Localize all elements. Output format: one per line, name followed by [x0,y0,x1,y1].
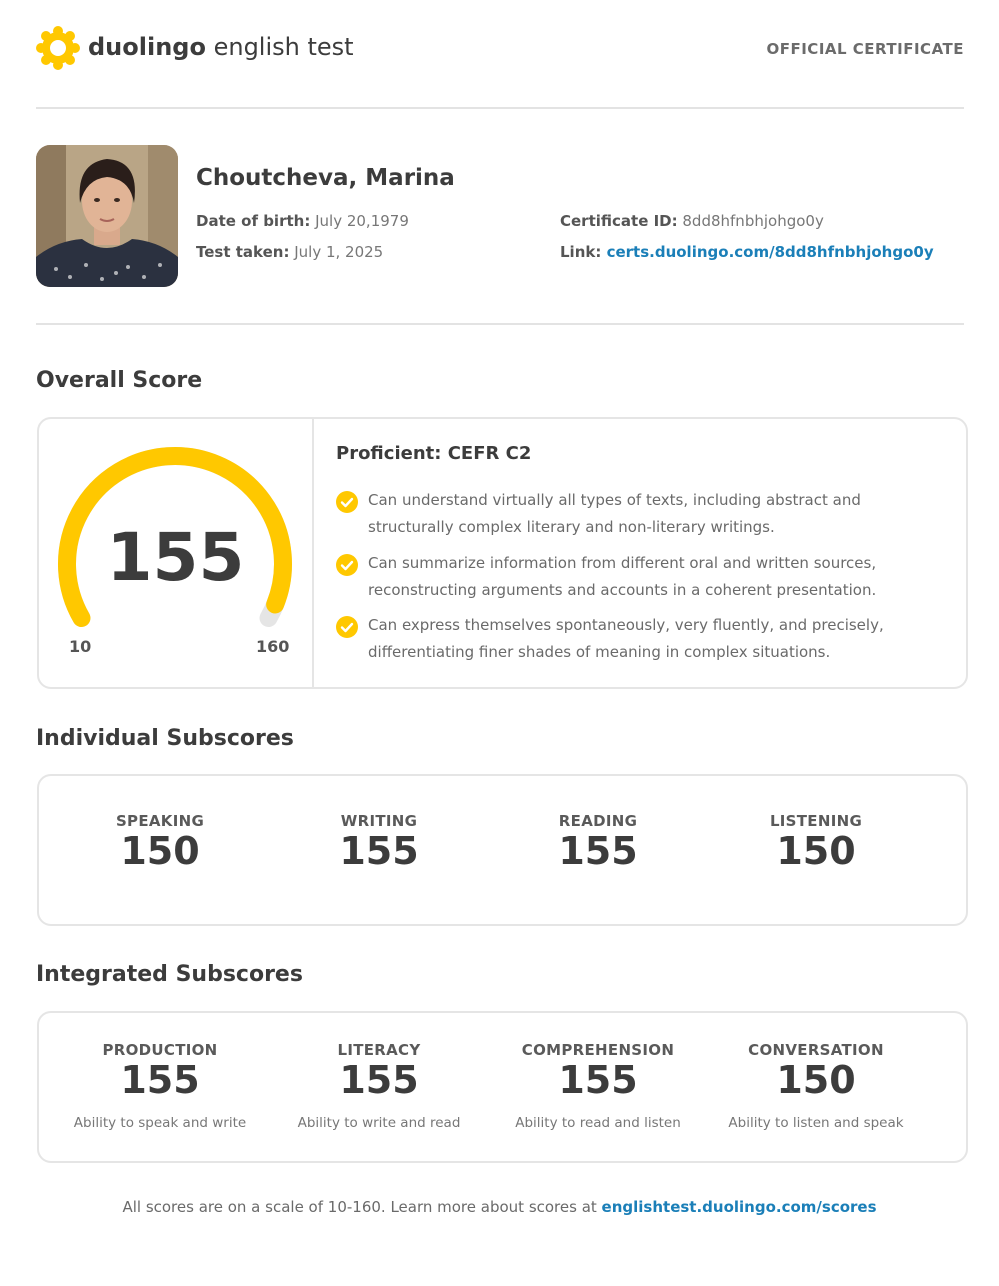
subscore-label: READING [558,812,638,830]
subscore-label: WRITING [340,812,418,830]
subscore-speaking [50,812,270,872]
check-circle-icon [336,554,358,576]
score-gauge [39,419,312,687]
scale-min-label: 10 [69,637,92,656]
candidate-photo [36,145,178,287]
header [36,24,964,74]
scale-max-label: 160 [256,637,290,656]
divider [36,323,964,325]
descriptor-text: Can express themselves spontaneously, very fluently, and precisely, differentiating finer shades of meaning in complex situations. [368,616,884,661]
test-date [196,243,383,261]
certificate-id [560,212,824,230]
certificate-id-label: Certificate ID: [560,212,678,230]
subscore-description: Ability to listen and speak [728,1115,904,1131]
subscore-value: 155 [339,1058,419,1102]
subscore-comprehension [488,1041,708,1131]
check-circle-icon [336,491,358,513]
test-date-label: Test taken: [196,243,290,261]
subscore-value: 150 [120,829,200,873]
subscore-reading [488,812,708,872]
test-date-value: July 1, 2025 [289,243,384,261]
logo-wordmark: duolingo english test [88,33,354,61]
overall-score-value: 155 [106,519,245,596]
subscore-conversation [706,1041,926,1131]
date-of-birth [196,212,409,230]
subscore-description: Ability to speak and write [73,1115,247,1131]
subscore-production [50,1041,270,1131]
subscore-label: SPEAKING [115,812,205,830]
subscore-value: 155 [120,1058,200,1102]
dob-label: Date of birth: [196,212,311,230]
subscore-label: PRODUCTION [102,1041,218,1059]
duolingo-logo-icon [36,26,80,70]
certificate-link [560,243,934,261]
descriptor-item [336,612,946,668]
subscore-description: Ability to read and listen [515,1115,681,1131]
descriptor-text: Can understand virtually all types of texts, including abstract and structurally complex literary and non-literary writings. [368,491,861,536]
subscore-value: 150 [776,1058,856,1102]
subscore-description: Ability to write and read [297,1115,461,1131]
candidate-name: Choutcheva, Marina [196,165,455,191]
card-divider [312,419,314,687]
overall-score-title: Overall Score [36,368,203,393]
subscore-label: LISTENING [769,812,863,830]
individual-subscores-card [37,774,968,926]
subscore-value: 155 [558,829,638,873]
certificate-link-label: Link: [560,243,602,261]
divider [36,107,964,109]
subscore-label: CONVERSATION [748,1041,884,1059]
subscore-label: COMPREHENSION [521,1041,675,1059]
check-circle-icon [336,616,358,638]
descriptor-text: Can summarize information from different oral and written sources, reconstructing arguments and accounts in a coherent presentation. [368,554,877,599]
integrated-subscores-card [37,1011,968,1163]
descriptor-item [336,487,946,543]
individual-subscores-title: Individual Subscores [36,726,294,751]
subscore-listening [706,812,926,872]
proficiency-level: Proficient: CEFR C2 [336,443,532,464]
subscore-value: 150 [776,829,856,873]
integrated-subscores-title: Integrated Subscores [36,962,303,987]
subscore-value: 155 [339,829,419,873]
subscore-writing [269,812,489,872]
subscore-literacy [269,1041,489,1131]
certificate-link-url[interactable]: certs.duolingo.com/8dd8hfnbhjohgo0y [601,243,934,261]
subscore-value: 155 [558,1058,638,1102]
subscore-label: LITERACY [337,1041,421,1059]
overall-score-card [37,417,968,689]
descriptor-item [336,550,946,606]
certificate-id-value: 8dd8hfnbhjohgo0y [677,212,824,230]
scores-info-link[interactable]: englishtest.duolingo.com/scores [601,1198,877,1216]
footer-text: All scores are on a scale of 10-160. Learn more about scores at [122,1198,602,1216]
official-certificate-label: OFFICIAL CERTIFICATE [766,40,964,58]
dob-value: July 20,1979 [310,212,409,230]
footer-note [0,1198,999,1216]
